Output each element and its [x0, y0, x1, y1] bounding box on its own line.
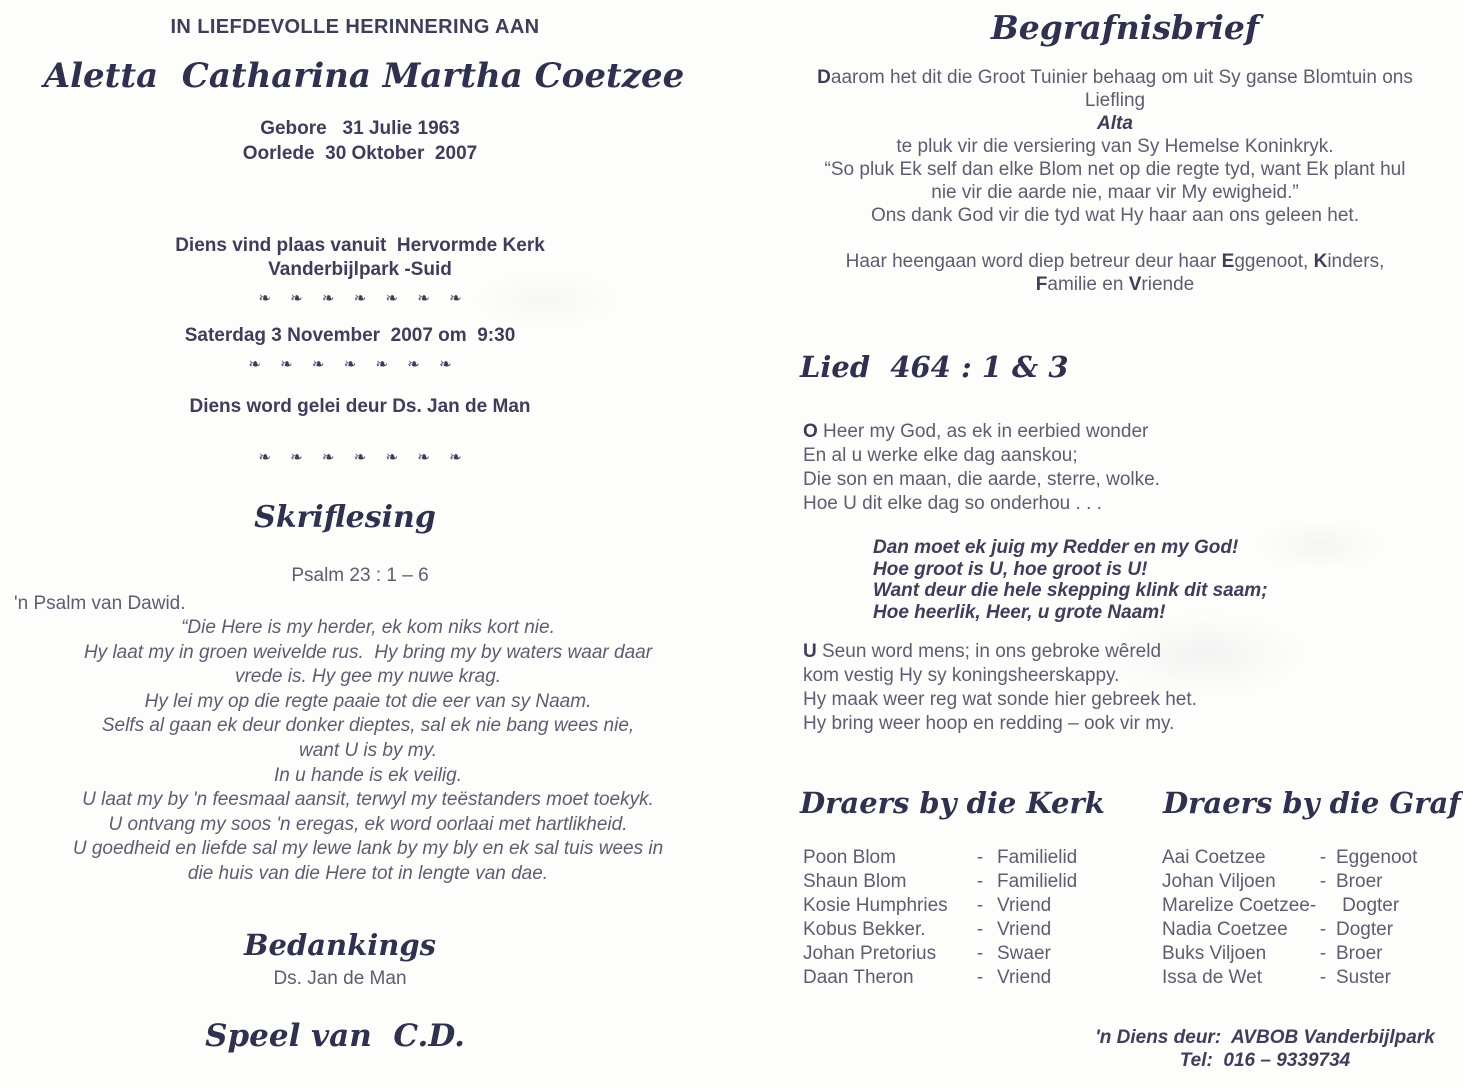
verse-text: Hoe heerlik, Heer, u grote Naam!	[873, 601, 1166, 623]
psalm-line	[6, 690, 730, 715]
bearer-dash: -	[976, 871, 984, 892]
scroll-ornament-row: ❧ ❧ ❧ ❧ ❧ ❧ ❧	[258, 448, 462, 466]
psalm-line-text: want U is by my.	[299, 739, 437, 761]
letter-line-1-text: aarom het dit die Groot Tuinier behaag om uit Sy ganse Blomtuin ons	[830, 67, 1413, 88]
bearer-dash: -	[976, 967, 984, 988]
bearer-row	[1162, 966, 1462, 990]
refrain-line	[873, 602, 1268, 624]
verse-text: Hy maak weer reg wat sonde hier gebreek het.	[803, 689, 1197, 710]
bearers-church-list	[803, 846, 1133, 990]
scroll-ornament-row: ❧ ❧ ❧ ❧ ❧ ❧ ❧	[248, 355, 452, 373]
hymn-refrain	[873, 537, 1268, 623]
memorial-line: IN LIEFDEVOLLE HERINNERING AAN	[170, 16, 540, 38]
scripture-reference: Psalm 23 : 1 – 6	[291, 565, 429, 586]
bearer-row	[1162, 846, 1462, 870]
hymn-verse-3	[803, 640, 1197, 736]
bearer-dash: -	[1319, 847, 1327, 868]
letter-line-2: Liefling	[1084, 90, 1146, 111]
bearer-dash: -	[1319, 871, 1327, 892]
scroll-ornament-row: ❧ ❧ ❧ ❧ ❧ ❧ ❧	[258, 289, 462, 307]
service-datetime: Saterdag 3 November 2007 om 9:30	[184, 325, 516, 346]
hymn-line	[803, 664, 1197, 688]
bearer-row	[803, 846, 1133, 870]
verse-lead: O	[803, 421, 818, 442]
dates-block	[0, 116, 720, 166]
psalm-line-text: U ontvang my soos 'n eregas, ek word oorlaai met hartlikheid.	[108, 813, 628, 835]
psalm-line-text: In u hande is ek veilig.	[273, 764, 462, 786]
verse-text: Die son en maan, die aarde, sterre, wolke.	[803, 469, 1160, 490]
hymn-line	[803, 444, 1160, 468]
psalm-line	[6, 665, 730, 690]
verse-text: Want deur die hele skepping klink dit saam;	[873, 580, 1268, 601]
bearer-row	[803, 942, 1133, 966]
drop-cap: D	[817, 67, 831, 88]
undertaker-phone-line: Tel: 016 – 9339734	[1179, 1050, 1351, 1071]
minister-name: Ds. Jan de Man	[273, 968, 407, 989]
bearer-name: Aai Coetzee	[1162, 847, 1266, 868]
letter-line-6: nie vir die aarde nie, maar vir My ewigheid.”	[931, 182, 1299, 203]
bearer-row	[1162, 894, 1462, 918]
hymn-line	[803, 420, 1160, 444]
hymn-line	[803, 688, 1197, 712]
bearer-name: Buks Viljoen	[1162, 943, 1267, 964]
psalm-line-text: U laat my by 'n feesmaal aansit, terwyl my teëstanders moet toekyk.	[82, 789, 654, 811]
psalm-line-text: “Die Here is my herder, ek kom niks kort nie.	[181, 617, 555, 638]
verse-text: Hoe U dit elke dag so onderhou . . .	[803, 493, 1102, 514]
bearer-row	[803, 870, 1133, 894]
bearer-row	[1162, 918, 1462, 942]
bearer-role: Vriend	[997, 895, 1052, 916]
service-datetime-block	[0, 324, 700, 376]
bearer-role: Dogter	[1342, 895, 1400, 916]
psalm-line	[6, 813, 730, 838]
bearer-role: Swaer	[997, 943, 1051, 964]
bearer-name: Kosie Humphries	[803, 895, 948, 916]
bearer-role: Broer	[1336, 871, 1383, 892]
psalm-line-text: U goedheid en liefde sal my lewe lank by my bly en ek sal tuis wees in	[72, 838, 664, 860]
letter-line-4: te pluk vir die versiering van Sy Hemelse Koninkryk.	[896, 136, 1334, 157]
service-location-line2: Vanderbijlpark -Suid	[268, 259, 452, 280]
undertaker-name-line: 'n Diens deur: AVBOB Vanderbijlpark	[1095, 1027, 1435, 1048]
psalm-line-text: die huis van die Here tot in lengte van dae.	[187, 862, 549, 884]
letter-heading: Begrafnisbrief	[990, 8, 1260, 47]
bearer-role: Familielid	[997, 847, 1078, 868]
bearer-dash: -	[1319, 919, 1327, 940]
bearer-name: Issa de Wet	[1162, 967, 1262, 988]
bearer-name: Shaun Blom	[803, 871, 907, 892]
psalm-line-text: Hy laat my in groen weivelde rus. Hy bring my by waters waar daar	[83, 641, 653, 663]
verse-text: Hy bring weer hoop en redding – ook vir my.	[803, 713, 1175, 734]
bearer-name: Johan Pretorius	[803, 943, 937, 964]
bearer-row	[803, 966, 1133, 990]
psalm-line	[6, 862, 730, 887]
psalm-line-text: Selfs al gaan ek deur donker dieptes, sal ek nie bang wees nie,	[101, 715, 635, 737]
bearer-row	[1162, 942, 1462, 966]
psalm-line	[6, 788, 730, 813]
verse-text: Heer my God, as ek in eerbied wonder	[817, 421, 1149, 442]
letter-line-5: “So pluk Ek self dan elke Blom net op die regte tyd, want Ek plant hul	[824, 159, 1406, 180]
verse-text: En al u werke elke dag aanskou;	[803, 445, 1078, 466]
scripture-heading: Skriflesing	[254, 500, 436, 535]
psalm-line	[6, 837, 730, 862]
service-location-line1: Diens vind plaas vanuit Hervormde Kerk	[175, 235, 545, 256]
birth-date: Gebore 31 Julie 1963	[260, 118, 460, 139]
bearer-dash: -	[1319, 967, 1327, 988]
psalm-line-text: vrede is. Hy gee my nuwe krag.	[234, 666, 502, 688]
psalm-line	[6, 641, 730, 666]
bearer-role: Eggenoot	[1336, 847, 1418, 868]
letter-line-7: Ons dank God vir die tyd wat Hy haar aan ons geleen het.	[871, 205, 1359, 226]
service-leader-block	[0, 396, 720, 418]
bearer-role: Dogter	[1336, 919, 1394, 940]
bearer-dash: -	[1319, 943, 1327, 964]
pet-name: Alta	[1097, 113, 1133, 134]
bearer-row	[1162, 870, 1462, 894]
bearer-name: Nadia Coetzee	[1162, 919, 1288, 940]
bearer-dash: -	[976, 847, 984, 868]
bearers-church-heading: Draers by die Kerk	[800, 786, 1105, 820]
mourners-block	[765, 250, 1463, 296]
hymn-line	[803, 492, 1160, 516]
hymn-line	[803, 640, 1197, 664]
hymn-heading: Lied 464 : 1 & 3	[800, 350, 1069, 384]
verse-lead: U	[803, 641, 817, 662]
deceased-name: Aletta Catharina Martha Coetzee	[43, 56, 685, 96]
page-right	[740, 0, 1463, 1089]
bearer-dash	[1316, 894, 1342, 918]
psalm-line	[6, 739, 730, 764]
undertaker-credit	[1080, 1026, 1450, 1072]
bearers-grave-heading: Draers by die Graf	[1163, 786, 1461, 820]
bearer-dash: -	[976, 895, 984, 916]
bearer-role: Suster	[1336, 967, 1391, 988]
hymn-verse-1	[803, 420, 1160, 516]
thanks-heading: Bedankings	[244, 928, 436, 962]
refrain-line	[873, 580, 1268, 602]
psalm-line	[6, 764, 730, 789]
verse-text: kom vestig Hy sy koningsheerskappy.	[803, 665, 1120, 686]
psalm-line	[6, 714, 730, 739]
psalm-line	[6, 616, 730, 641]
death-date: Oorlede 30 Oktober 2007	[242, 143, 478, 164]
psalm-intro: 'n Psalm van Dawid.	[14, 593, 186, 614]
verse-text: Dan moet ek juig my Redder en my God!	[873, 537, 1239, 558]
bearer-name: Daan Theron	[803, 967, 914, 988]
hymn-line	[803, 468, 1160, 492]
cd-note: Speel van C.D.	[205, 1018, 465, 1054]
bearer-row	[803, 918, 1133, 942]
ornament-divider	[0, 444, 720, 466]
bearer-role: Familielid	[997, 871, 1078, 892]
bearer-name: Kobus Bekker.	[803, 919, 926, 940]
letter-paragraph	[765, 66, 1463, 227]
refrain-line	[873, 537, 1268, 559]
verse-text: Seun word mens; in ons gebroke wêreld	[816, 641, 1162, 662]
bearer-name: Poon Blom	[803, 847, 896, 868]
bearer-role: Broer	[1336, 943, 1383, 964]
psalm-text	[6, 616, 730, 887]
bearer-dash: -	[976, 943, 984, 964]
hymn-line	[803, 712, 1197, 736]
bearer-name: Johan Viljoen	[1162, 871, 1276, 892]
bearer-role: Vriend	[997, 919, 1052, 940]
service-location-block	[0, 234, 720, 310]
verse-text: Hoe groot is U, hoe groot is U!	[873, 558, 1148, 580]
psalm-line-text: Hy lei my op die regte paaie tot die eer van sy Naam.	[144, 690, 592, 712]
mourners-line-2: Familie en Vriende	[1035, 274, 1195, 295]
bearer-name: Marelize Coetzee-	[1162, 895, 1317, 916]
bearer-dash: -	[976, 919, 984, 940]
bearer-row	[803, 894, 1133, 918]
mourners-line-1: Haar heengaan word diep betreur deur haar Eggenoot, Kinders,	[845, 251, 1385, 272]
refrain-line	[873, 559, 1268, 581]
bearer-role: Vriend	[997, 967, 1052, 988]
bearers-grave-list	[1162, 846, 1462, 990]
service-leader: Diens word gelei deur Ds. Jan de Man	[189, 396, 531, 417]
letter-line-1	[765, 66, 1463, 89]
